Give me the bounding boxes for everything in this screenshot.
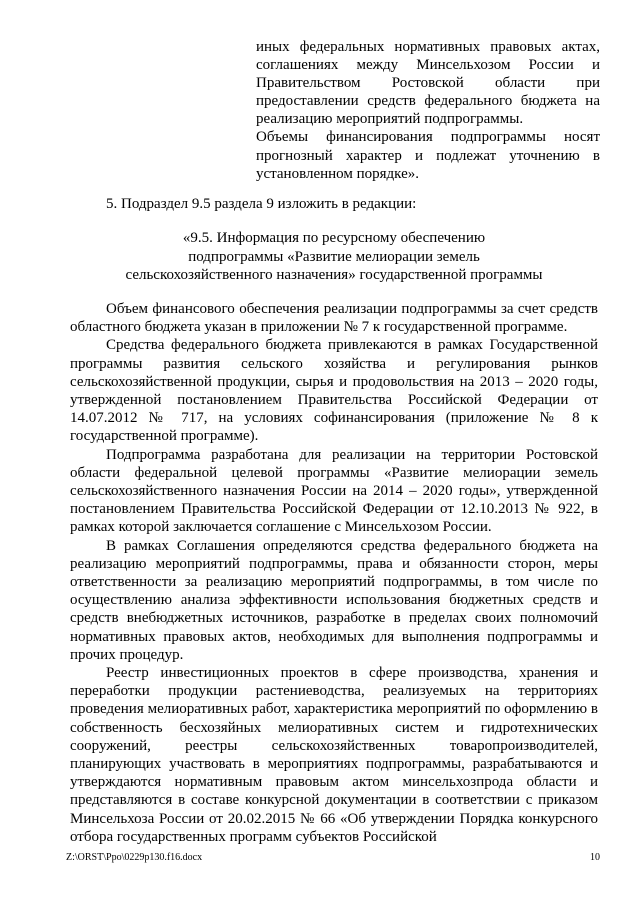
body-paragraph: Средства федерального бюджета привлекаются в рамках Государственной программы развития сельского хозяйства и регулирования рынков сельскохозяйственной продукции, сырья и продовольствия на 2013 – 2020 годы, утвержденной постановлением Правительства Российской Федерации от 14.07.2012 № 717, на условиях софинансирования (приложение № 8 к государственной программе). [70,337,598,445]
section-heading [70,229,598,285]
continuation-paragraph: Объемы финансирования подпрограммы носят прогнозный характер и подлежат уточнению в установленном порядке». [256,129,600,182]
section-heading-line: сельскохозяйственного назначения» государственной программы [125,267,543,283]
body-paragraph: Подпрограмма разработана для реализации на территории Ростовской области федеральной целевой программы «Развитие мелиорации земель сельскохозяйственного назначения России на 2014 – 2020 годы», утвержденной постановлением Правительства Российской Федерации от 12.10.2013 № 922, в рамках которой заключается соглашение с Минсельхозом России. [70,446,598,536]
body-paragraph: Объем финансового обеспечения реализации подпрограммы за счет средств областного бюджета указан в приложении № 7 к государственной программе. [70,301,598,336]
page-number: 10 [590,852,600,863]
section-heading-line: «9.5. Информация по ресурсному обеспечению [182,230,486,246]
document-body [70,300,598,846]
amendment-instruction: 5. Подраздел 9.5 раздела 9 изложить в редакции: [106,196,417,212]
continuation-block [256,38,600,183]
body-paragraph: В рамках Соглашения определяются средства федерального бюджета на реализацию мероприятий подпрограммы, права и обязанности сторон, меры ответственности за реализацию мероприятий подпрограммы, в том числе по осуществлению анализа эффективности использования бюджетных средств и средств внебюджетных источников, разработке в пределах своих полномочий нормативных правовых актов, необходимых для выполнения подпрограммы и прочих процедур. [70,537,598,663]
continuation-paragraph: иных федеральных нормативных правовых актах, соглашениях между Минсельхозом России и Правительством Ростовской области при предоставлении средств федерального бюджета на реализацию мероприятий подпрограммы. [256,39,600,128]
footer-file-path: Z:\ORST\Ppo\0229p130.f16.docx [66,852,203,863]
body-paragraph: Реестр инвестиционных проектов в сфере производства, хранения и переработки продукции растениеводства, реализуемых на территориях проведения мелиоративных работ, характеристика мероприятий по оформлению в собственность бесхозяйных мелиоративных систем и гидротехнических сооружений, реестры сельскохозяйственных товаропроизводителей, планирующих участвовать в мероприятиях подпрограммы, разрабатываются и утверждаются нормативным правовым актом минсельхозпрода области и представляются в составе конкурсной документации в соответствии с приказом Минсельхоза России от 20.02.2015 № 66 «Об утверждении Порядка конкурсного отбора государственных программ субъектов Российской [70,665,598,845]
section-heading-line: подпрограммы «Развитие мелиорации земель [188,248,480,265]
